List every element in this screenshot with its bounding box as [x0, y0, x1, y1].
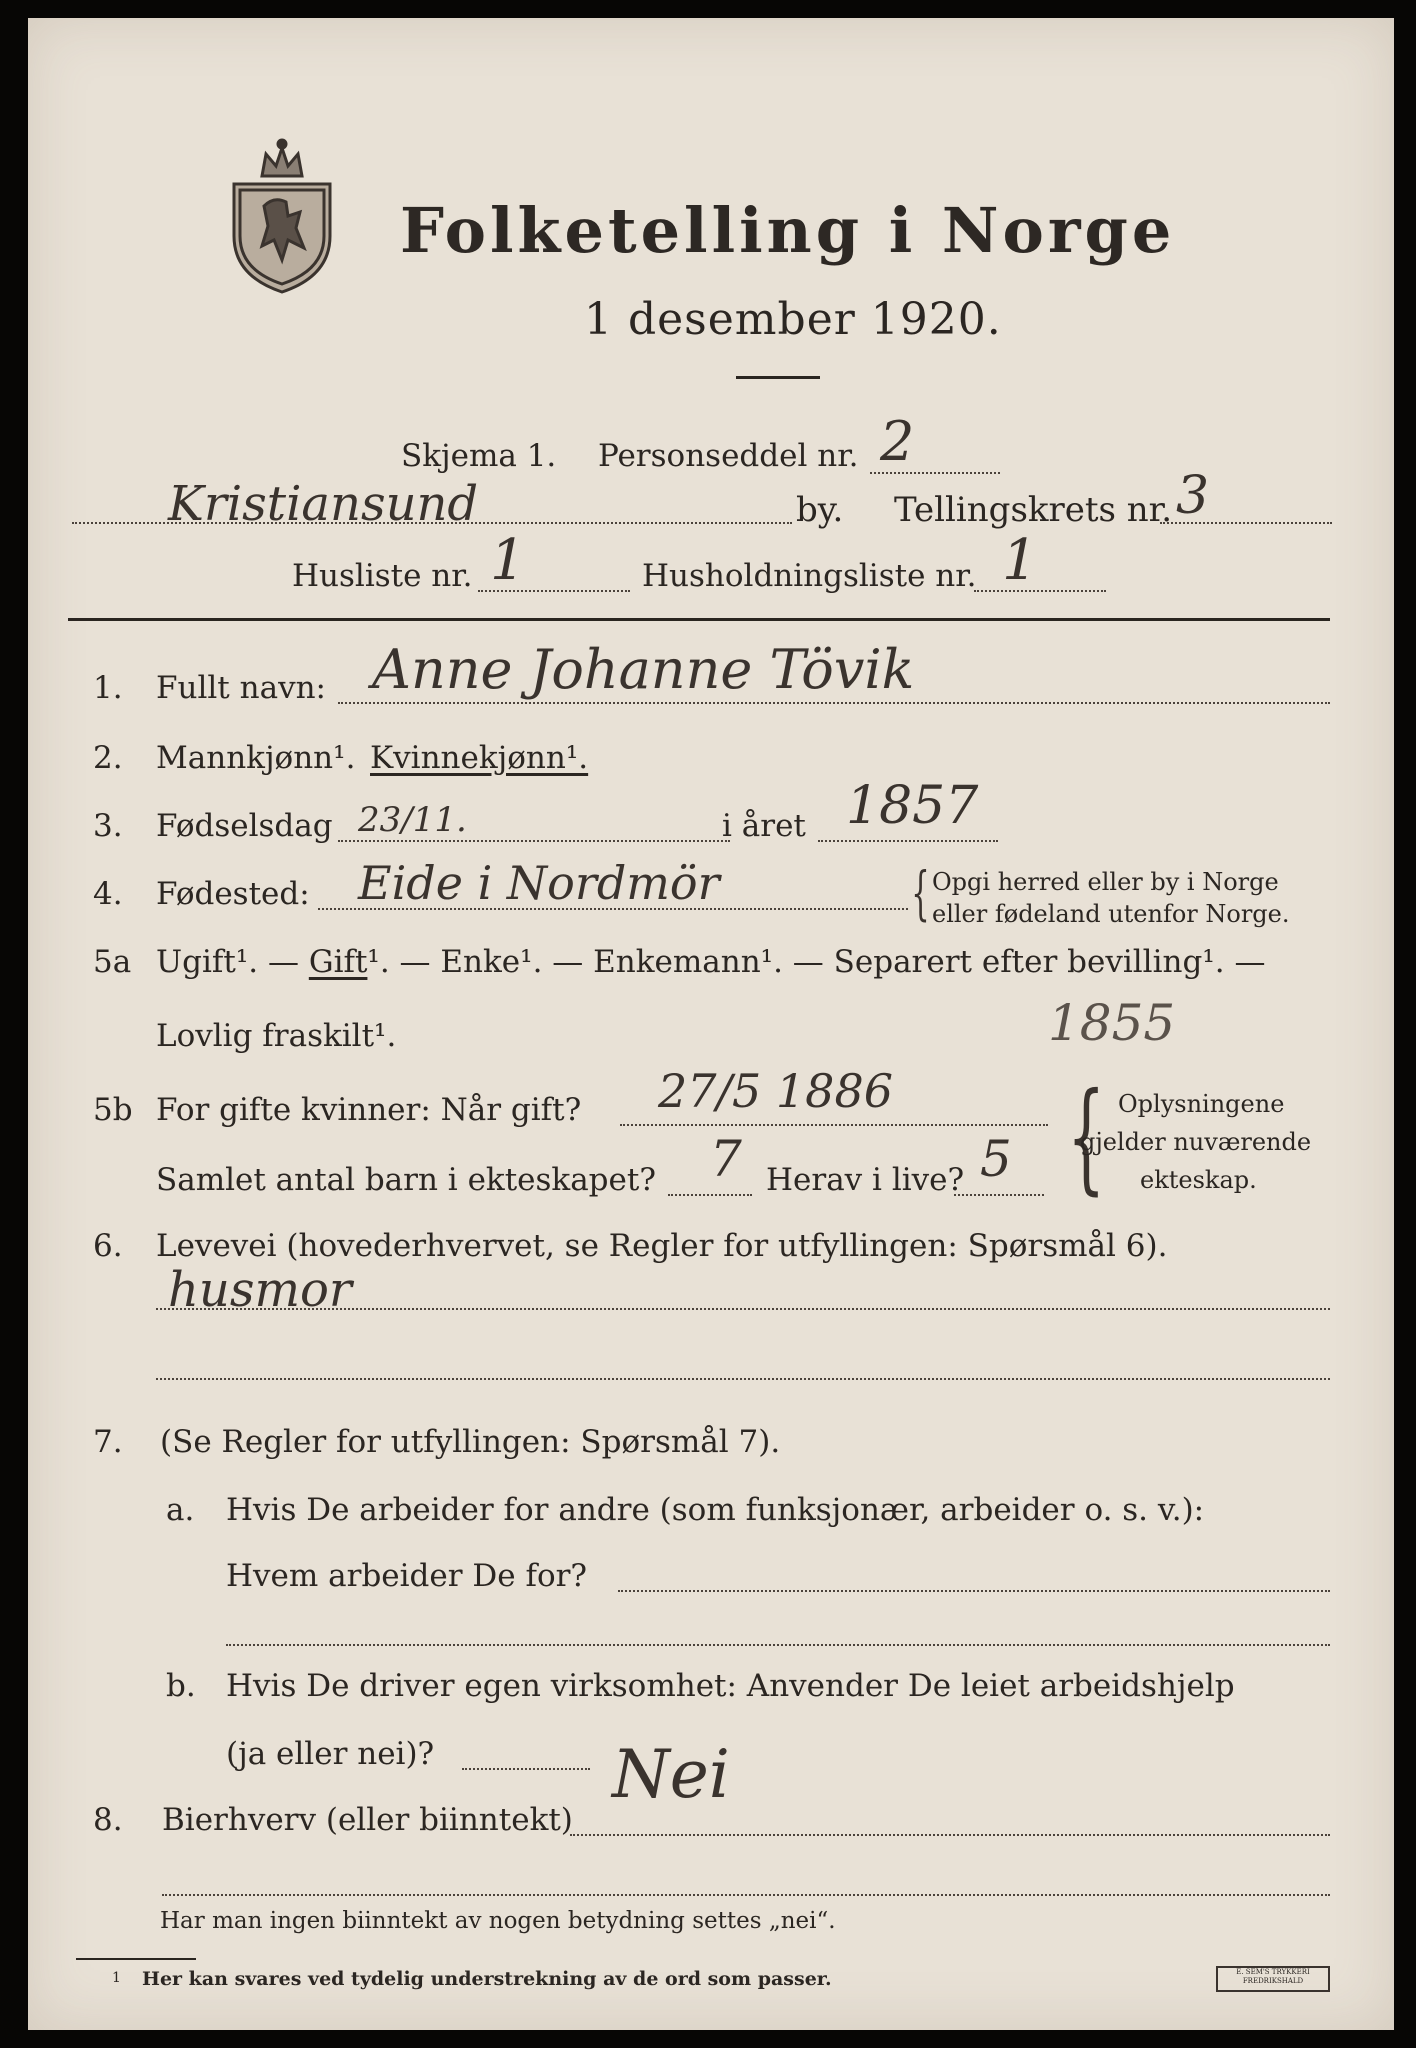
birthday-value[interactable]: 23/11. — [358, 800, 467, 840]
option-ugift[interactable]: Ugift¹. — — [156, 944, 309, 980]
by-label: by. — [796, 490, 844, 530]
tellingskrets-label: Tellingskrets nr. — [894, 490, 1173, 530]
q3-label: Fødselsdag — [156, 808, 333, 844]
birthday-line — [338, 840, 730, 842]
personseddel-value[interactable]: 2 — [880, 410, 915, 473]
side-income-line-2 — [162, 1894, 1330, 1896]
husholdning-value[interactable]: 1 — [1002, 528, 1038, 593]
married-line — [620, 1124, 1048, 1126]
form-subtitle: 1 desember 1920. — [584, 294, 1002, 345]
option-lovlig-fraskilt[interactable]: Lovlig fraskilt¹. — [156, 1018, 397, 1054]
q7-number: 7. — [93, 1424, 123, 1460]
children-line — [668, 1194, 752, 1196]
q5b-note-line2: gjelder nuværende — [1080, 1128, 1312, 1156]
side-income-value[interactable]: Nei — [612, 1736, 730, 1813]
skjema-label: Skjema 1. — [401, 438, 557, 474]
q7b-letter: b. — [166, 1668, 196, 1704]
hired-help-line[interactable] — [462, 1768, 590, 1770]
form-title: Folketelling i Norge — [400, 194, 1176, 267]
q7b-question: (ja eller nei)? — [226, 1736, 435, 1772]
footnote-mark: 1 — [112, 1970, 121, 1986]
alive-line — [954, 1194, 1044, 1196]
q4-label: Fødested: — [156, 876, 310, 912]
footnote-text: Her kan svares ved tydelig understrekning av de ord som passer. — [142, 1968, 832, 1990]
alive-value[interactable]: 5 — [980, 1130, 1012, 1188]
q1-label: Fullt navn: — [156, 670, 326, 706]
occupation-value[interactable]: husmor — [168, 1262, 352, 1318]
q5a-number: 5a — [93, 944, 132, 980]
birthplace-value[interactable]: Eide i Nordmör — [358, 856, 720, 910]
husliste-value[interactable]: 1 — [490, 528, 526, 593]
printer-name: E. SEM'S TRYKKERI — [1236, 1968, 1310, 1976]
q4-note-line2: eller fødeland utenfor Norge. — [932, 900, 1290, 928]
q8-number: 8. — [93, 1802, 123, 1838]
title-divider — [736, 376, 820, 379]
tellingskrets-value[interactable]: 3 — [1176, 466, 1210, 526]
employer-line-2[interactable] — [226, 1644, 1330, 1646]
printer-mark — [1216, 1966, 1330, 1992]
children-value[interactable]: 7 — [710, 1130, 742, 1188]
header-rule — [68, 618, 1330, 621]
census-form — [28, 18, 1394, 2030]
husholdning-line — [974, 590, 1106, 592]
q2-number: 2. — [93, 740, 123, 776]
option-mannkjonn[interactable]: Mannkjønn¹. — [156, 740, 356, 776]
option-kvinnekjonn[interactable]: Kvinnekjønn¹. — [370, 740, 589, 776]
q8-label: Bierhverv (eller biinntekt) — [162, 1802, 573, 1838]
personseddel-label: Personseddel nr. — [598, 438, 859, 474]
q6-label: Levevei (hovederhvervet, se Regler for utfyllingen: Spørsmål 6). — [156, 1228, 1168, 1264]
q5b-number: 5b — [93, 1092, 133, 1128]
q7b-text: Hvis De driver egen virksomhet: Anvender De leiet arbeidshjelp — [226, 1668, 1235, 1704]
q1-number: 1. — [93, 670, 123, 706]
q5a-options — [156, 944, 1265, 980]
option-gift[interactable]: Gift — [308, 944, 368, 980]
q7a-text: Hvis De arbeider for andre (som funksjonær, arbeider o. s. v.): — [226, 1492, 1205, 1528]
q7a-question: Hvem arbeider De for? — [226, 1558, 588, 1594]
printer-city: FREDRIKSHALD — [1242, 1977, 1304, 1985]
birth-year-value[interactable]: 1857 — [846, 776, 979, 836]
husholdning-label: Husholdningsliste nr. — [642, 558, 977, 594]
q6-number: 6. — [93, 1228, 123, 1264]
q3-number: 3. — [93, 808, 123, 844]
q5b-note-line3: ekteskap. — [1140, 1166, 1257, 1194]
q4-note-line1: Opgi herred eller by i Norge — [932, 868, 1279, 896]
coat-of-arms-icon — [226, 136, 338, 296]
year-label: i året — [722, 808, 806, 844]
city-value[interactable]: Kristiansund — [168, 476, 479, 532]
q4-brace: { — [911, 859, 930, 927]
alive-label: Herav i live? — [766, 1162, 965, 1198]
full-name-value[interactable]: Anne Johanne Tövik — [372, 638, 915, 701]
footer-note: Har man ingen biinntekt av nogen betydning settes „nei“. — [160, 1908, 836, 1934]
employer-line-1[interactable] — [618, 1590, 1330, 1592]
q5b-note-line1: Oplysningene — [1118, 1090, 1285, 1118]
q4-number: 4. — [93, 876, 123, 912]
q7a-letter: a. — [166, 1492, 195, 1528]
q7-label: (Se Regler for utfyllingen: Spørsmål 7). — [160, 1424, 781, 1460]
married-label: For gifte kvinner: Når gift? — [156, 1092, 582, 1128]
side-income-line — [570, 1834, 1330, 1836]
margin-note: 1855 — [1048, 994, 1176, 1052]
married-date-value[interactable]: 27/5 1886 — [658, 1064, 893, 1118]
q1-line — [338, 702, 1330, 704]
year-line — [818, 840, 998, 842]
footnote-rule — [76, 1958, 196, 1960]
q5b-brace: { — [1067, 1068, 1106, 1207]
children-label: Samlet antal barn i ekteskapet? — [156, 1162, 656, 1198]
husliste-label: Husliste nr. — [292, 558, 473, 594]
occupation-line-2 — [156, 1378, 1330, 1380]
option-others[interactable]: ¹. — Enke¹. — Enkemann¹. — Separert efter bevilling¹. — — [367, 944, 1266, 980]
